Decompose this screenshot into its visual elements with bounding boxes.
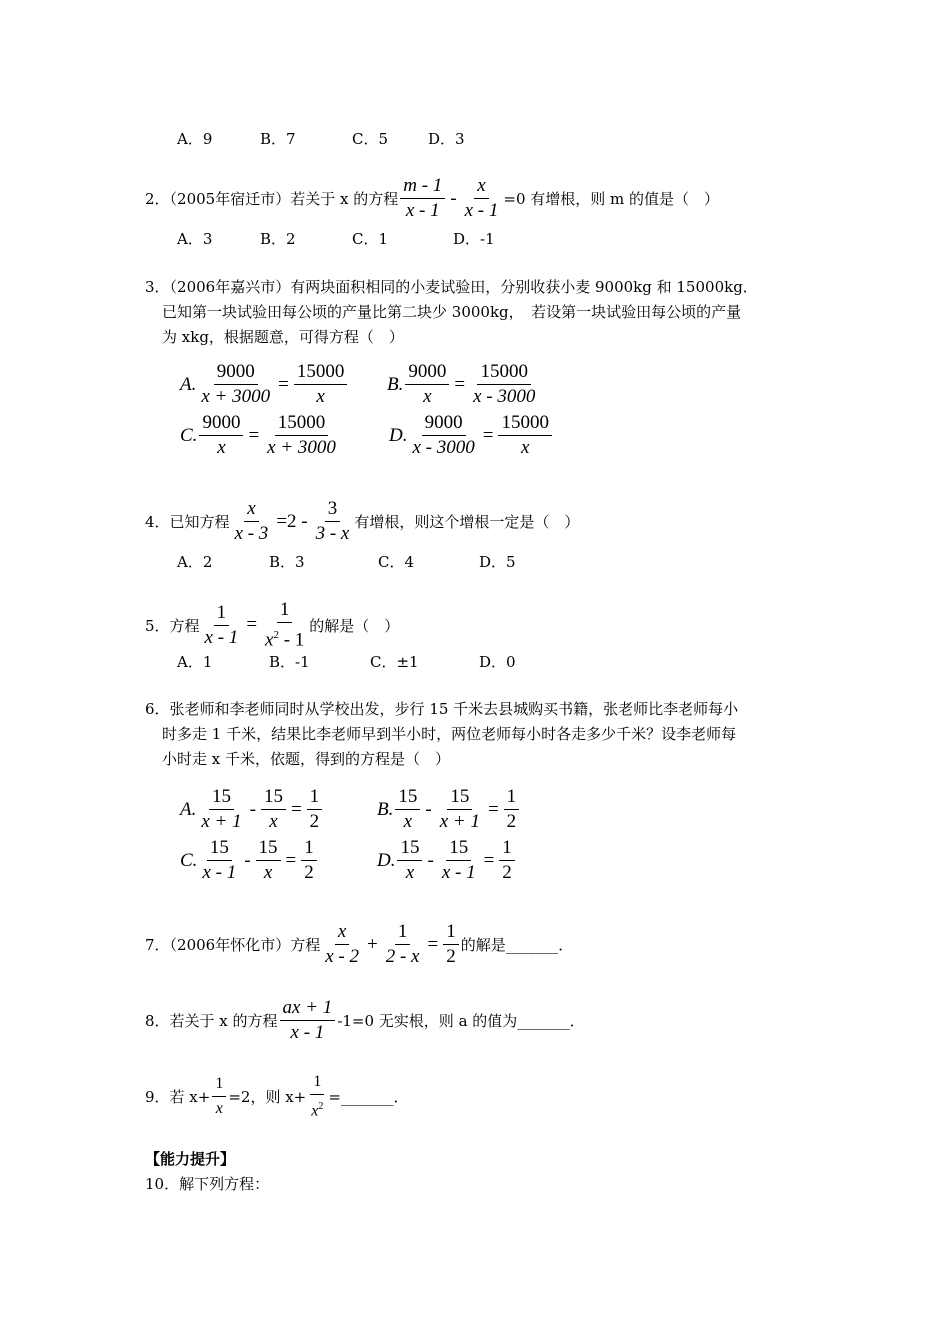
q2-option-a: A．3 <box>177 230 213 248</box>
q9-fraction-1 <box>212 1074 226 1119</box>
q2-frac1-den: x - 1 <box>405 200 440 221</box>
q3-b-left-den: x <box>423 386 432 407</box>
q1-option-d: D．3 <box>428 130 465 148</box>
q3-a-right-num: 15000 <box>294 362 348 385</box>
q6-a-f1-den: x + 1 <box>201 811 242 832</box>
q7-prefix: 7．（2006年怀化市）方程 <box>145 936 321 954</box>
q6-d-f2-den: x - 1 <box>441 862 476 883</box>
q6-a-label: A. <box>180 798 197 820</box>
q6-d-f3-den: 2 <box>502 862 512 883</box>
q5-equals: = <box>246 614 258 636</box>
q4-frac2-num: 3 <box>325 499 341 522</box>
q8-frac1-den: x - 1 <box>290 1022 325 1043</box>
question-8 <box>145 998 585 1043</box>
q6-line-3: 小时走 x 千米，依题，得到的方程是（ ） <box>162 750 450 768</box>
q6-c-label: C. <box>180 849 198 871</box>
q4-option-a: A．2 <box>177 553 213 571</box>
q5-frac2-den-rest: - 1 <box>278 629 305 651</box>
q3-a-left-num: 9000 <box>214 362 258 385</box>
q2-option-c: C．1 <box>352 230 389 248</box>
q7-suffix: 的解是_______． <box>460 936 574 954</box>
q3-a-left-den: x + 3000 <box>201 386 271 407</box>
q6-d-f2-num: 15 <box>446 838 471 861</box>
q1-option-b: B．7 <box>260 130 296 148</box>
q3-b-label: B. <box>387 373 404 395</box>
q6-option-b: B. $\frac{15}{x}$ - $\frac{15}{x + 1}$ = $\frac{1}{2}$ <box>377 787 521 832</box>
q3-b-right-den: x - 3000 <box>473 386 536 407</box>
q9-suffix: =_______． <box>328 1088 409 1107</box>
q3-d-right-den: x <box>521 437 530 458</box>
q2-minus: - <box>450 187 457 209</box>
q2-option-b: B．2 <box>260 230 296 248</box>
q2-frac2-den: x - 1 <box>464 200 499 221</box>
question-2 <box>145 176 719 221</box>
q5-option-c: C．±1 <box>370 653 419 671</box>
q3-d-label: D. <box>389 424 408 446</box>
question-10: 10．解下列方程： <box>145 1175 270 1193</box>
q1-option-c: C．5 <box>352 130 389 148</box>
q6-b-f3-num: 1 <box>504 787 520 810</box>
q4-frac1-num: x <box>244 499 258 522</box>
q7-frac3-den: 2 <box>446 946 456 967</box>
q6-d-f1-den: x <box>405 862 415 883</box>
q7-frac2-den: 2 - x <box>385 946 420 967</box>
q6-c-f2-den: x <box>263 862 273 883</box>
q3-line-3: 为 xkg，根据题意，可得方程（ ） <box>162 328 404 346</box>
q6-line-2: 时多走 1 千米，结果比李老师早到半小时，两位老师每小时各走多少千米？设李老师每 <box>162 725 737 743</box>
q4-fraction-2 <box>313 499 353 544</box>
q6-c-f1-den: x - 1 <box>202 862 237 883</box>
section-title: 【能力提升】 <box>145 1150 236 1168</box>
q3-d-left-num: 9000 <box>422 413 466 436</box>
q1-option-a: A．9 <box>177 130 213 148</box>
q6-a-f2-den: x <box>269 811 278 832</box>
q9-frac2-num: 1 <box>310 1072 324 1095</box>
q6-c-f3-num: 1 <box>301 838 317 861</box>
q5-frac1-num: 1 <box>214 603 230 626</box>
q3-option-d: D. $\frac{9000}{x - 3000}$ = $\frac{15000}{x}$ <box>389 413 554 458</box>
q6-d-f1-num: 15 <box>397 838 422 861</box>
q5-fraction-2 <box>262 600 307 650</box>
q4-option-b: B．3 <box>269 553 305 571</box>
q9-frac2-den-base: x <box>311 1102 319 1120</box>
q3-a-label: A. <box>180 373 197 395</box>
q4-frac2-den: 3 - x <box>315 523 350 544</box>
q2-fraction-2 <box>462 176 502 221</box>
q7-plus: + <box>366 933 378 955</box>
q8-prefix: 8．若关于 x 的方程 <box>145 1012 278 1030</box>
q2-frac2-num: x <box>474 176 488 199</box>
q3-d-left-den: x - 3000 <box>412 437 475 458</box>
q9-frac1-num: 1 <box>212 1074 226 1097</box>
q4-option-c: C．4 <box>378 553 415 571</box>
q6-b-f1-num: 15 <box>395 787 420 810</box>
q5-frac2-num: 1 <box>277 600 293 623</box>
q5-frac2-den-sup: 2 <box>273 629 279 641</box>
q3-c-right-den: x + 3000 <box>267 437 336 458</box>
q3-d-right-num: 15000 <box>498 413 552 436</box>
q3-c-left-num: 9000 <box>199 413 243 436</box>
q6-option-c: C. $\frac{15}{x - 1}$ - $\frac{15}{x}$ = $\frac{1}{2}$ <box>180 838 319 883</box>
q9-frac1-den: x <box>215 1100 223 1118</box>
q3-a-right-den: x <box>316 386 325 407</box>
q7-frac1-den: x - 2 <box>325 946 359 967</box>
q6-c-f1-num: 15 <box>207 838 232 861</box>
q2-fraction-1 <box>400 176 445 221</box>
q4-suffix: 有增根，则这个增根一定是（ ） <box>354 513 580 531</box>
q3-b-right-num: 15000 <box>477 362 531 385</box>
q6-line-1: 6．张老师和李老师同时从学校出发，步行 15 千米去县城购买书籍，张老师比李老师每小 <box>145 700 739 718</box>
q5-fraction-1 <box>202 603 242 648</box>
q4-mid: =2 - <box>276 510 308 532</box>
q8-suffix: -1=0 无实根，则 a 的值为_______． <box>337 1012 585 1030</box>
q3-c-left-den: x <box>217 437 226 458</box>
q7-frac1-num: x <box>335 922 349 945</box>
q4-fraction-1 <box>232 499 272 544</box>
q2-suffix: =0 有增根，则 m 的值是（ ） <box>503 190 720 208</box>
q3-line-1: 3．（2006年嘉兴市）有两块面积相同的小麦试验田，分别收获小麦 9000kg 和 15000kg． <box>145 278 758 296</box>
q5-option-a: A．1 <box>177 653 213 671</box>
q7-fraction-1 <box>322 922 362 967</box>
q6-b-f2-den: x + 1 <box>439 811 480 832</box>
q2-prefix: 2．（2005年宿迁市）若关于 x 的方程 <box>145 190 399 208</box>
q5-suffix: 的解是（ ） <box>309 616 400 635</box>
q8-frac1-num: ax + 1 <box>280 998 336 1021</box>
q4-option-d: D．5 <box>479 553 516 571</box>
q5-frac2-den <box>262 623 307 650</box>
q5-option-d: D．0 <box>479 653 516 671</box>
q9-fraction-2 <box>308 1072 326 1121</box>
q6-a-f1-num: 15 <box>209 787 234 810</box>
q3-option-c: C. $\frac{9000}{x}$ = $\frac{15000}{x + 3000}$ <box>180 413 341 458</box>
q7-frac2-num: 1 <box>395 922 411 945</box>
q5-option-b: B．-1 <box>269 653 310 671</box>
q6-option-a: A. $\frac{15}{x + 1}$ - $\frac{15}{x}$ = $\frac{1}{2}$ <box>180 787 324 832</box>
q6-d-label: D. <box>377 849 396 871</box>
question-9 <box>145 1072 408 1121</box>
q9-mid: =2，则 x+ <box>228 1088 307 1107</box>
q2-option-d: D．-1 <box>453 230 495 248</box>
q8-fraction-1 <box>280 998 336 1043</box>
q3-c-right-num: 15000 <box>275 413 329 436</box>
q5-prefix: 5．方程 <box>145 616 200 635</box>
q6-c-f2-num: 15 <box>256 838 281 861</box>
q7-fraction-3 <box>443 922 459 967</box>
q4-prefix: 4．已知方程 <box>145 513 230 531</box>
q9-frac2-den <box>308 1095 326 1121</box>
q3-option-a: A. $\frac{9000}{x + 3000}$ = $\frac{15000}{x}$ <box>180 362 349 407</box>
q6-b-f1-den: x <box>403 811 413 832</box>
q6-b-f2-num: 15 <box>447 787 472 810</box>
q9-prefix: 9．若 x+ <box>145 1088 211 1107</box>
q4-frac1-den: x - 3 <box>234 523 269 544</box>
q7-frac3-num: 1 <box>443 922 459 945</box>
q6-b-label: B. <box>377 798 394 820</box>
q6-a-f3-den: 2 <box>309 811 320 832</box>
q6-option-d: D. $\frac{15}{x}$ - $\frac{15}{x - 1}$ = $\frac{1}{2}$ <box>377 838 517 883</box>
q3-c-label: C. <box>180 424 198 446</box>
q9-frac2-den-sup: 2 <box>318 1101 324 1112</box>
q3-b-left-num: 9000 <box>405 362 449 385</box>
q6-a-f2-num: 15 <box>261 787 286 810</box>
q2-frac1-num: m - 1 <box>400 176 445 199</box>
question-7 <box>145 922 573 967</box>
q3-option-b: B. $\frac{9000}{x}$ = $\frac{15000}{x - 3000}$ <box>387 362 540 407</box>
q7-equals: = <box>427 933 439 955</box>
q3-line-2: 已知第一块试验田每公顷的产量比第二块少 3000kg， 若设第一块试验田每公顷的产量 <box>162 303 742 321</box>
question-4 <box>145 499 579 544</box>
q5-frac1-den: x - 1 <box>204 626 239 648</box>
q6-b-f3-den: 2 <box>506 811 517 832</box>
q6-d-f3-num: 1 <box>499 838 515 861</box>
q6-a-f3-num: 1 <box>307 787 323 810</box>
q7-fraction-2 <box>383 922 423 967</box>
question-5 <box>145 600 399 650</box>
q5-frac2-den-base: x <box>265 629 274 651</box>
q6-c-f3-den: 2 <box>304 862 314 883</box>
